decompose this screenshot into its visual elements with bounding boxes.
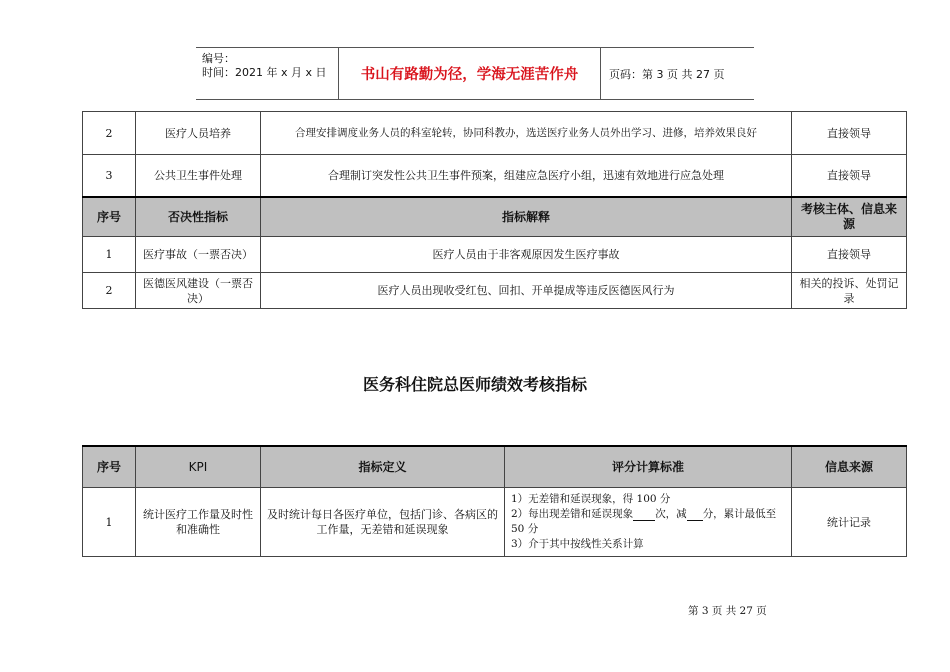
veto-source: 直接领导 [792,237,907,273]
kpi-source: 统计记录 [792,488,907,557]
veto-header-row [83,197,907,237]
header-date: 时间：2021 年 x 月 x 日 [202,66,327,79]
table-row [83,112,907,155]
veto-name: 医德医风建设（一票否决） [136,273,261,309]
standard-line-2c: 分，累计最低至 50 分 [511,508,777,535]
standard-line-2 [511,507,787,537]
veto-name: 医疗事故（一票否决） [136,237,261,273]
kpi-definition: 及时统计每日各医疗单位，包括门诊、各病区的工作量，无差错和延误现象 [261,488,505,557]
veto-desc: 医疗人员由于非客观原因发生医疗事故 [261,237,792,273]
standard-line-2a: 2）每出现差错和延误现象 [511,508,634,520]
col-header-desc: 指标解释 [261,197,792,237]
kpi-table [82,445,907,557]
kpi-header-row [83,446,907,488]
table-row [83,488,907,557]
indicator-table-continued [82,111,907,309]
veto-desc: 医疗人员出现收受红包、回扣、开单提成等违反医德医风行为 [261,273,792,309]
kpi-standard [505,488,792,557]
header-motto: 书山有路勤为径，学海无涯苦作舟 [339,48,601,99]
indicator-name: 医疗人员培养 [136,112,261,155]
indicator-desc: 合理安排调度业务人员的科室轮转，协同科教办，选送医疗业务人员外出学习、进修，培养效果良好 [261,112,792,155]
kpi-name: 统计医疗工作量及时性和准确性 [136,488,261,557]
col-header-no: 序号 [83,446,136,488]
col-header-source: 考核主体、信息来源 [792,197,907,237]
indicator-desc: 合理制订突发性公共卫生事件预案，组建应急医疗小组，迅速有效地进行应急处理 [261,155,792,198]
col-header-definition: 指标定义 [261,446,505,488]
blank-count [633,508,655,521]
col-header-standard: 评分计算标准 [505,446,792,488]
row-number: 1 [83,237,136,273]
header-number: 编号： [202,52,235,65]
blank-points [687,508,703,521]
header-page: 页码：第 3 页 共 27 页 [609,67,725,81]
table-row [83,273,907,309]
indicator-name: 公共卫生事件处理 [136,155,261,198]
table-row [83,237,907,273]
col-header-no: 序号 [83,197,136,237]
table-row [83,155,907,198]
row-number: 2 [83,273,136,309]
header-meta [196,48,339,99]
standard-line-2b: 次，减 [655,508,687,520]
row-number: 1 [83,488,136,557]
row-number: 3 [83,155,136,198]
row-number: 2 [83,112,136,155]
standard-line-3: 3）介于其中按线性关系计算 [511,538,644,550]
page-footer: 第 3 页 共 27 页 [688,605,767,617]
page-header [196,47,754,100]
indicator-source: 直接领导 [792,112,907,155]
standard-line-1: 1）无差错和延误现象，得 100 分 [511,493,671,505]
col-header-kpi: KPI [136,446,261,488]
veto-source: 相关的投诉、处罚记录 [792,273,907,309]
section-title: 医务科住院总医师绩效考核指标 [362,375,587,394]
col-header-veto: 否决性指标 [136,197,261,237]
indicator-source: 直接领导 [792,155,907,198]
col-header-source: 信息来源 [792,446,907,488]
